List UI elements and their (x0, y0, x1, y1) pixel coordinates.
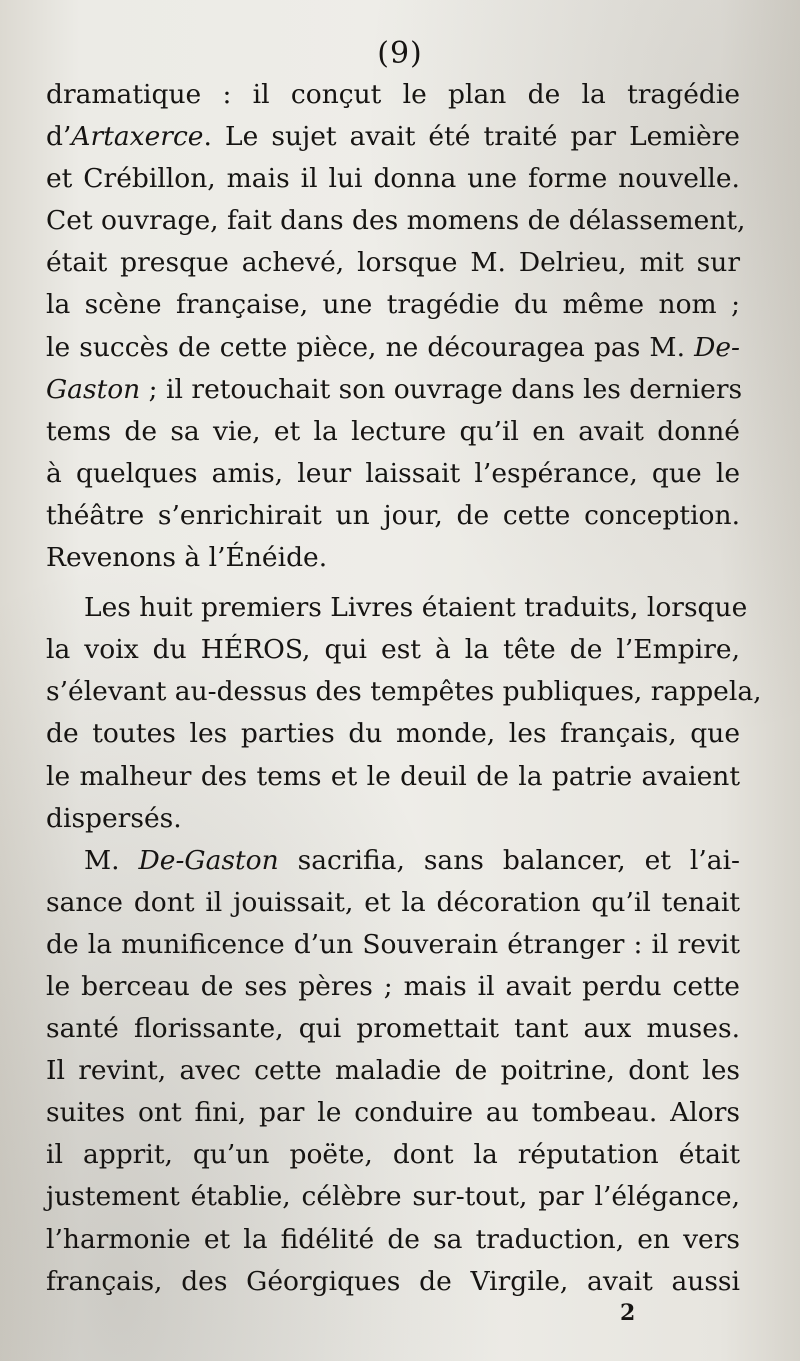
text-line: s’élevant au-dessus des tempêtes publiques, rappela, (46, 676, 762, 708)
text-line: Il revint, avec cette maladie de poitrine, dont les (46, 1055, 740, 1087)
text-line: dramatique : il conçut le plan de la tragédie (46, 79, 740, 110)
text-line: le malheur des tems et le deuil de la patrie avaient (46, 760, 740, 792)
text-line: Les huit premiers Livres étaient traduits, lorsque (84, 592, 748, 624)
paragraph-gap (46, 579, 740, 587)
body-text (46, 74, 762, 1303)
signature-mark: 2 (620, 1300, 636, 1326)
text-line: de la munificence d’un Souverain étranger : il revit (46, 928, 740, 960)
paragraph (46, 840, 740, 1303)
text-line: le berceau de ses pères ; mais il avait perdu cette (46, 970, 740, 1002)
paragraph (46, 587, 762, 840)
text-line: le succès de cette pièce, ne découragea pas M. De- (46, 331, 740, 363)
text-line: dispersés. (46, 802, 182, 834)
text-line: Revenons à l’Énéide. (46, 542, 328, 574)
text-line: Gaston ; il retouchait son ouvrage dans les derniers (46, 373, 743, 405)
text-line: l’harmonie et la fidélité de sa traduction, en vers (46, 1223, 740, 1255)
text-line: français, des Géorgiques de Virgile, avait aussi (46, 1265, 740, 1297)
text-line: justement établie, célèbre sur-tout, par l’élégance, (46, 1181, 740, 1213)
text-line: la scène française, une tragédie du même nom ; (46, 289, 740, 321)
text-line: M. De-Gaston sacrifia, sans balancer, et l’ai- (84, 844, 741, 876)
text-line: sance dont il jouissait, et la décoration qu’il tenait (46, 886, 740, 918)
text-line: suites ont fini, par le conduire au tombeau. Alors (46, 1097, 740, 1129)
text-line: de toutes les parties du monde, les français, que (46, 718, 740, 750)
paragraph (46, 74, 746, 579)
text-line: à quelques amis, leur laissait l’espérance, que le (46, 457, 740, 489)
text-line: d’Artaxerce. Le sujet avait été traité par Lemière (46, 121, 740, 153)
text-line: théâtre s’enrichirait un jour, de cette conception. (46, 499, 740, 531)
text-line: et Crébillon, mais il lui donna une forme nouvelle. (46, 163, 740, 195)
text-line: il apprit, qu’un poëte, dont la réputation était (46, 1139, 740, 1171)
text-line: la voix du HÉROS, qui est à la tête de l’Empire, (46, 634, 740, 666)
text-line: Cet ouvrage, fait dans des momens de délassement, (46, 205, 746, 237)
text-line: tems de sa vie, et la lecture qu’il en avait donné (46, 415, 740, 447)
text-line: était presque achevé, lorsque M. Delrieu, mit sur (46, 247, 740, 279)
text-line: santé florissante, qui promettait tant aux muses. (46, 1013, 740, 1045)
page-number: (9) (377, 36, 423, 71)
